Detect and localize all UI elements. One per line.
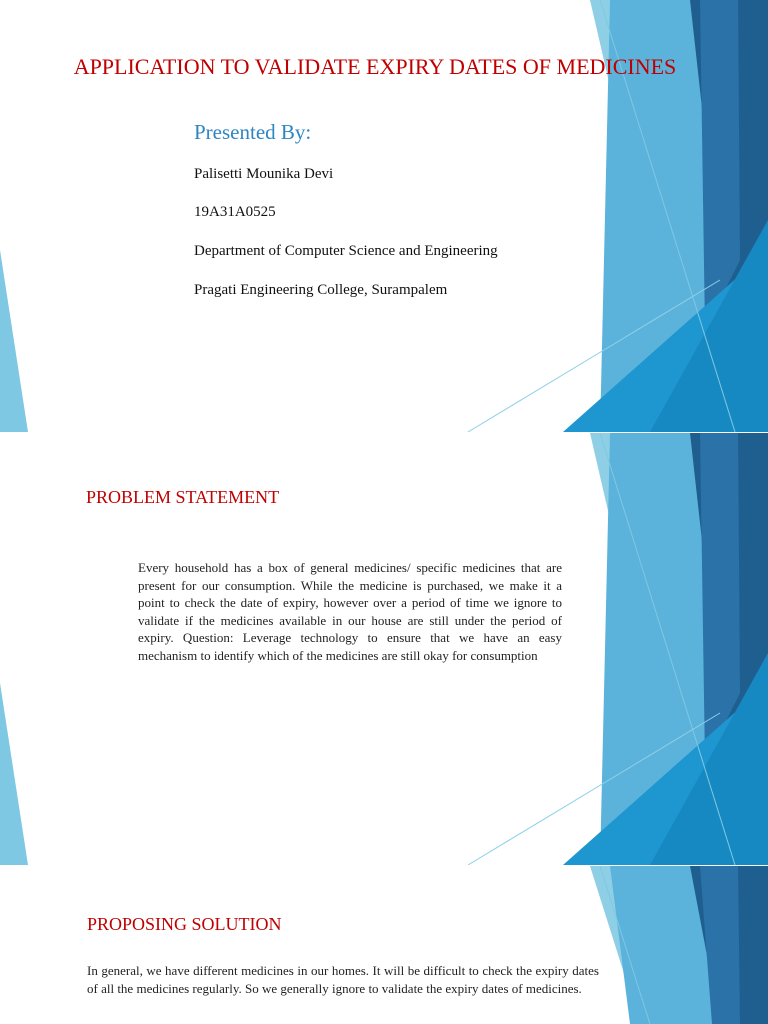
college: Pragati Engineering College, Surampalem <box>194 282 448 298</box>
section-title: PROPOSING SOLUTION <box>87 914 282 934</box>
problem-text: Every household has a box of general medicines/ specific medicines that are present for our consumption. While the medicine is purchased, we make it a point to check the date of expiry, however over a period of time we ignore to validate if the medicines available in our house are still under the period of expiry. Question: Leverage technology to ensure that we have an easy mechanism to identify which of the medicines are still okay for consumption <box>138 560 562 663</box>
presenter-name: Palisetti Mounika Devi <box>194 166 334 182</box>
roll-number: 19A31A0525 <box>194 204 276 220</box>
left-edge-sliver <box>0 683 28 865</box>
department: Department of Computer Science and Engineering <box>194 243 498 259</box>
solution-text: In general, we have different medicines in our homes. It will be difficult to check the expiry dates of all the medicines regularly. So we generally ignore to validate the expiry dates of medicines. <box>87 963 599 996</box>
problem-statement-slide <box>0 433 768 865</box>
section-title: PROBLEM STATEMENT <box>86 487 280 507</box>
left-edge-sliver <box>0 250 28 432</box>
slide-decoration <box>0 866 768 1024</box>
title-slide <box>0 0 768 432</box>
proposing-solution-slide <box>0 866 768 1024</box>
page-title: APPLICATION TO VALIDATE EXPIRY DATES OF MEDICINES <box>73 54 677 79</box>
presented-by-label: Presented By: <box>194 120 312 144</box>
